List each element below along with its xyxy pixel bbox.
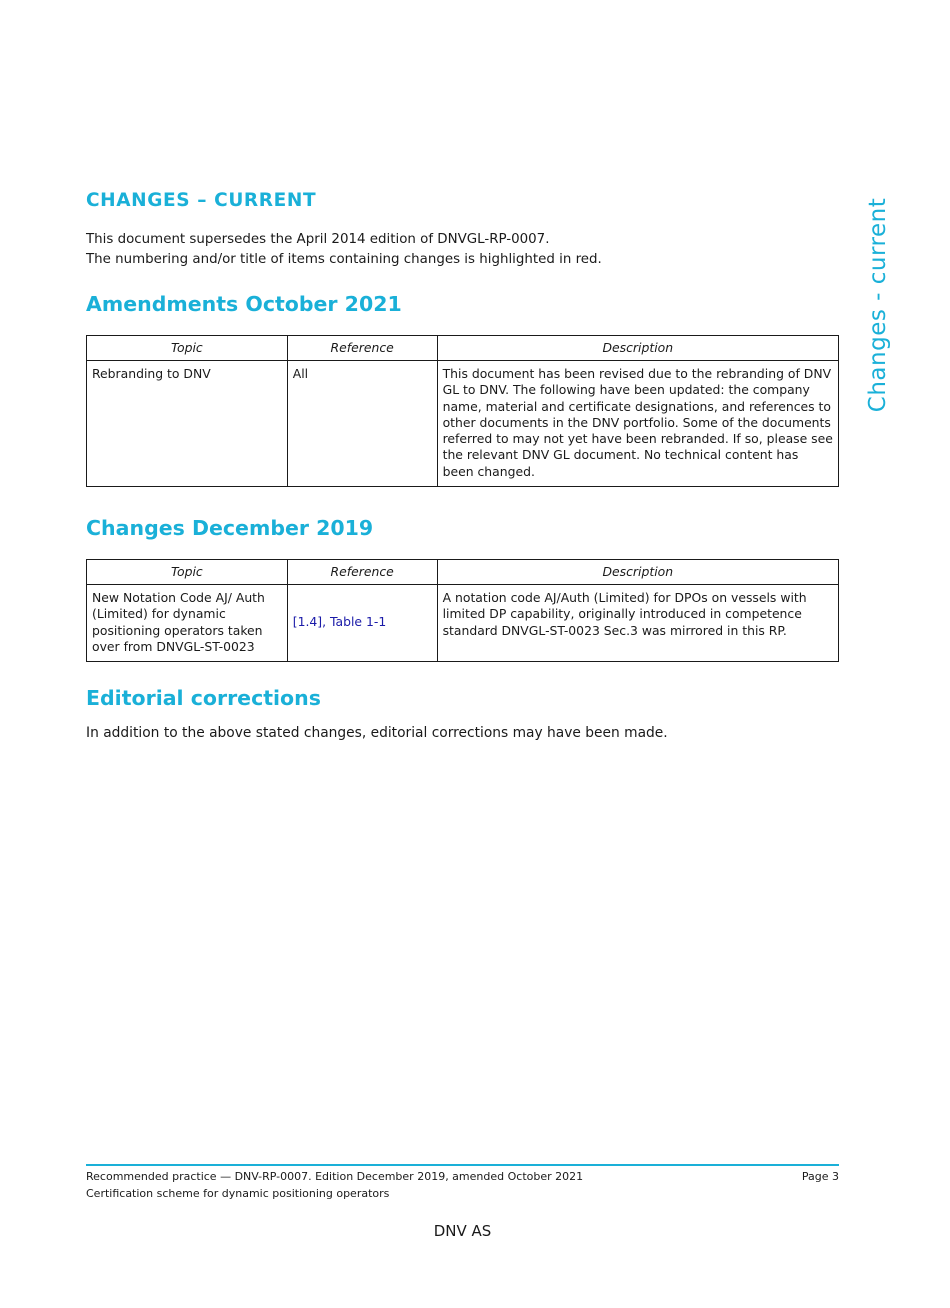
footer-document-title: Recommended practice — DNV-RP-0007. Edition December 2019, amended October 2021 [86, 1170, 584, 1183]
reference-cell [287, 585, 437, 662]
amendments-table [86, 335, 839, 487]
editorial-text: In addition to the above stated changes, editorial corrections may have been made. [86, 725, 668, 741]
intro-text [86, 230, 602, 270]
description-cell: A notation code AJ/Auth (Limited) for DPOs on vessels with limited DP capability, originally introduced in competence standard DNVGL-ST-0023 Sec.3 was mirrored in this RP. [437, 585, 838, 662]
editorial-heading: Editorial corrections [86, 686, 321, 710]
topic-cell: New Notation Code AJ/ Auth (Limited) for dynamic positioning operators taken over from DNVGL-ST-0023 [87, 585, 288, 662]
intro-line-2: The numbering and/or title of items containing changes is highlighted in red. [86, 252, 602, 267]
column-header-reference: Reference [287, 336, 437, 361]
changes-current-heading: CHANGES – CURRENT [86, 190, 317, 211]
table-row [87, 361, 839, 487]
changes-2019-heading: Changes December 2019 [86, 516, 374, 540]
column-header-description: Description [437, 336, 838, 361]
description-cell: This document has been revised due to the rebranding of DNV GL to DNV. The following have been updated: the company name, material and certificate designations, and references to other documents in the DNV portfolio. Some of the documents referred to may not yet have been rebranded. If so, please see the relevant DNV GL document. No technical content has been changed. [437, 361, 838, 487]
table-row [87, 585, 839, 662]
side-tab [860, 190, 896, 420]
reference-link[interactable]: [1.4], Table 1-1 [292, 614, 387, 630]
page-number: Page 3 [801, 1170, 839, 1183]
column-header-description: Description [437, 560, 838, 585]
column-header-reference: Reference [287, 560, 437, 585]
column-header-topic: Topic [87, 336, 288, 361]
side-tab-label: Changes - current [865, 197, 891, 413]
reference-cell: All [287, 361, 437, 487]
footer-divider [86, 1164, 839, 1166]
organisation-name: DNV AS [433, 1222, 492, 1240]
topic-cell: Rebranding to DNV [87, 361, 288, 487]
column-header-topic: Topic [87, 560, 288, 585]
footer-document-subtitle: Certification scheme for dynamic positioning operators [86, 1187, 390, 1200]
intro-line-1: This document supersedes the April 2014 edition of DNVGL-RP-0007. [86, 232, 550, 247]
table-header-row [87, 560, 839, 585]
amendments-heading: Amendments October 2021 [86, 292, 402, 316]
changes-2019-table [86, 559, 839, 662]
table-header-row [87, 336, 839, 361]
